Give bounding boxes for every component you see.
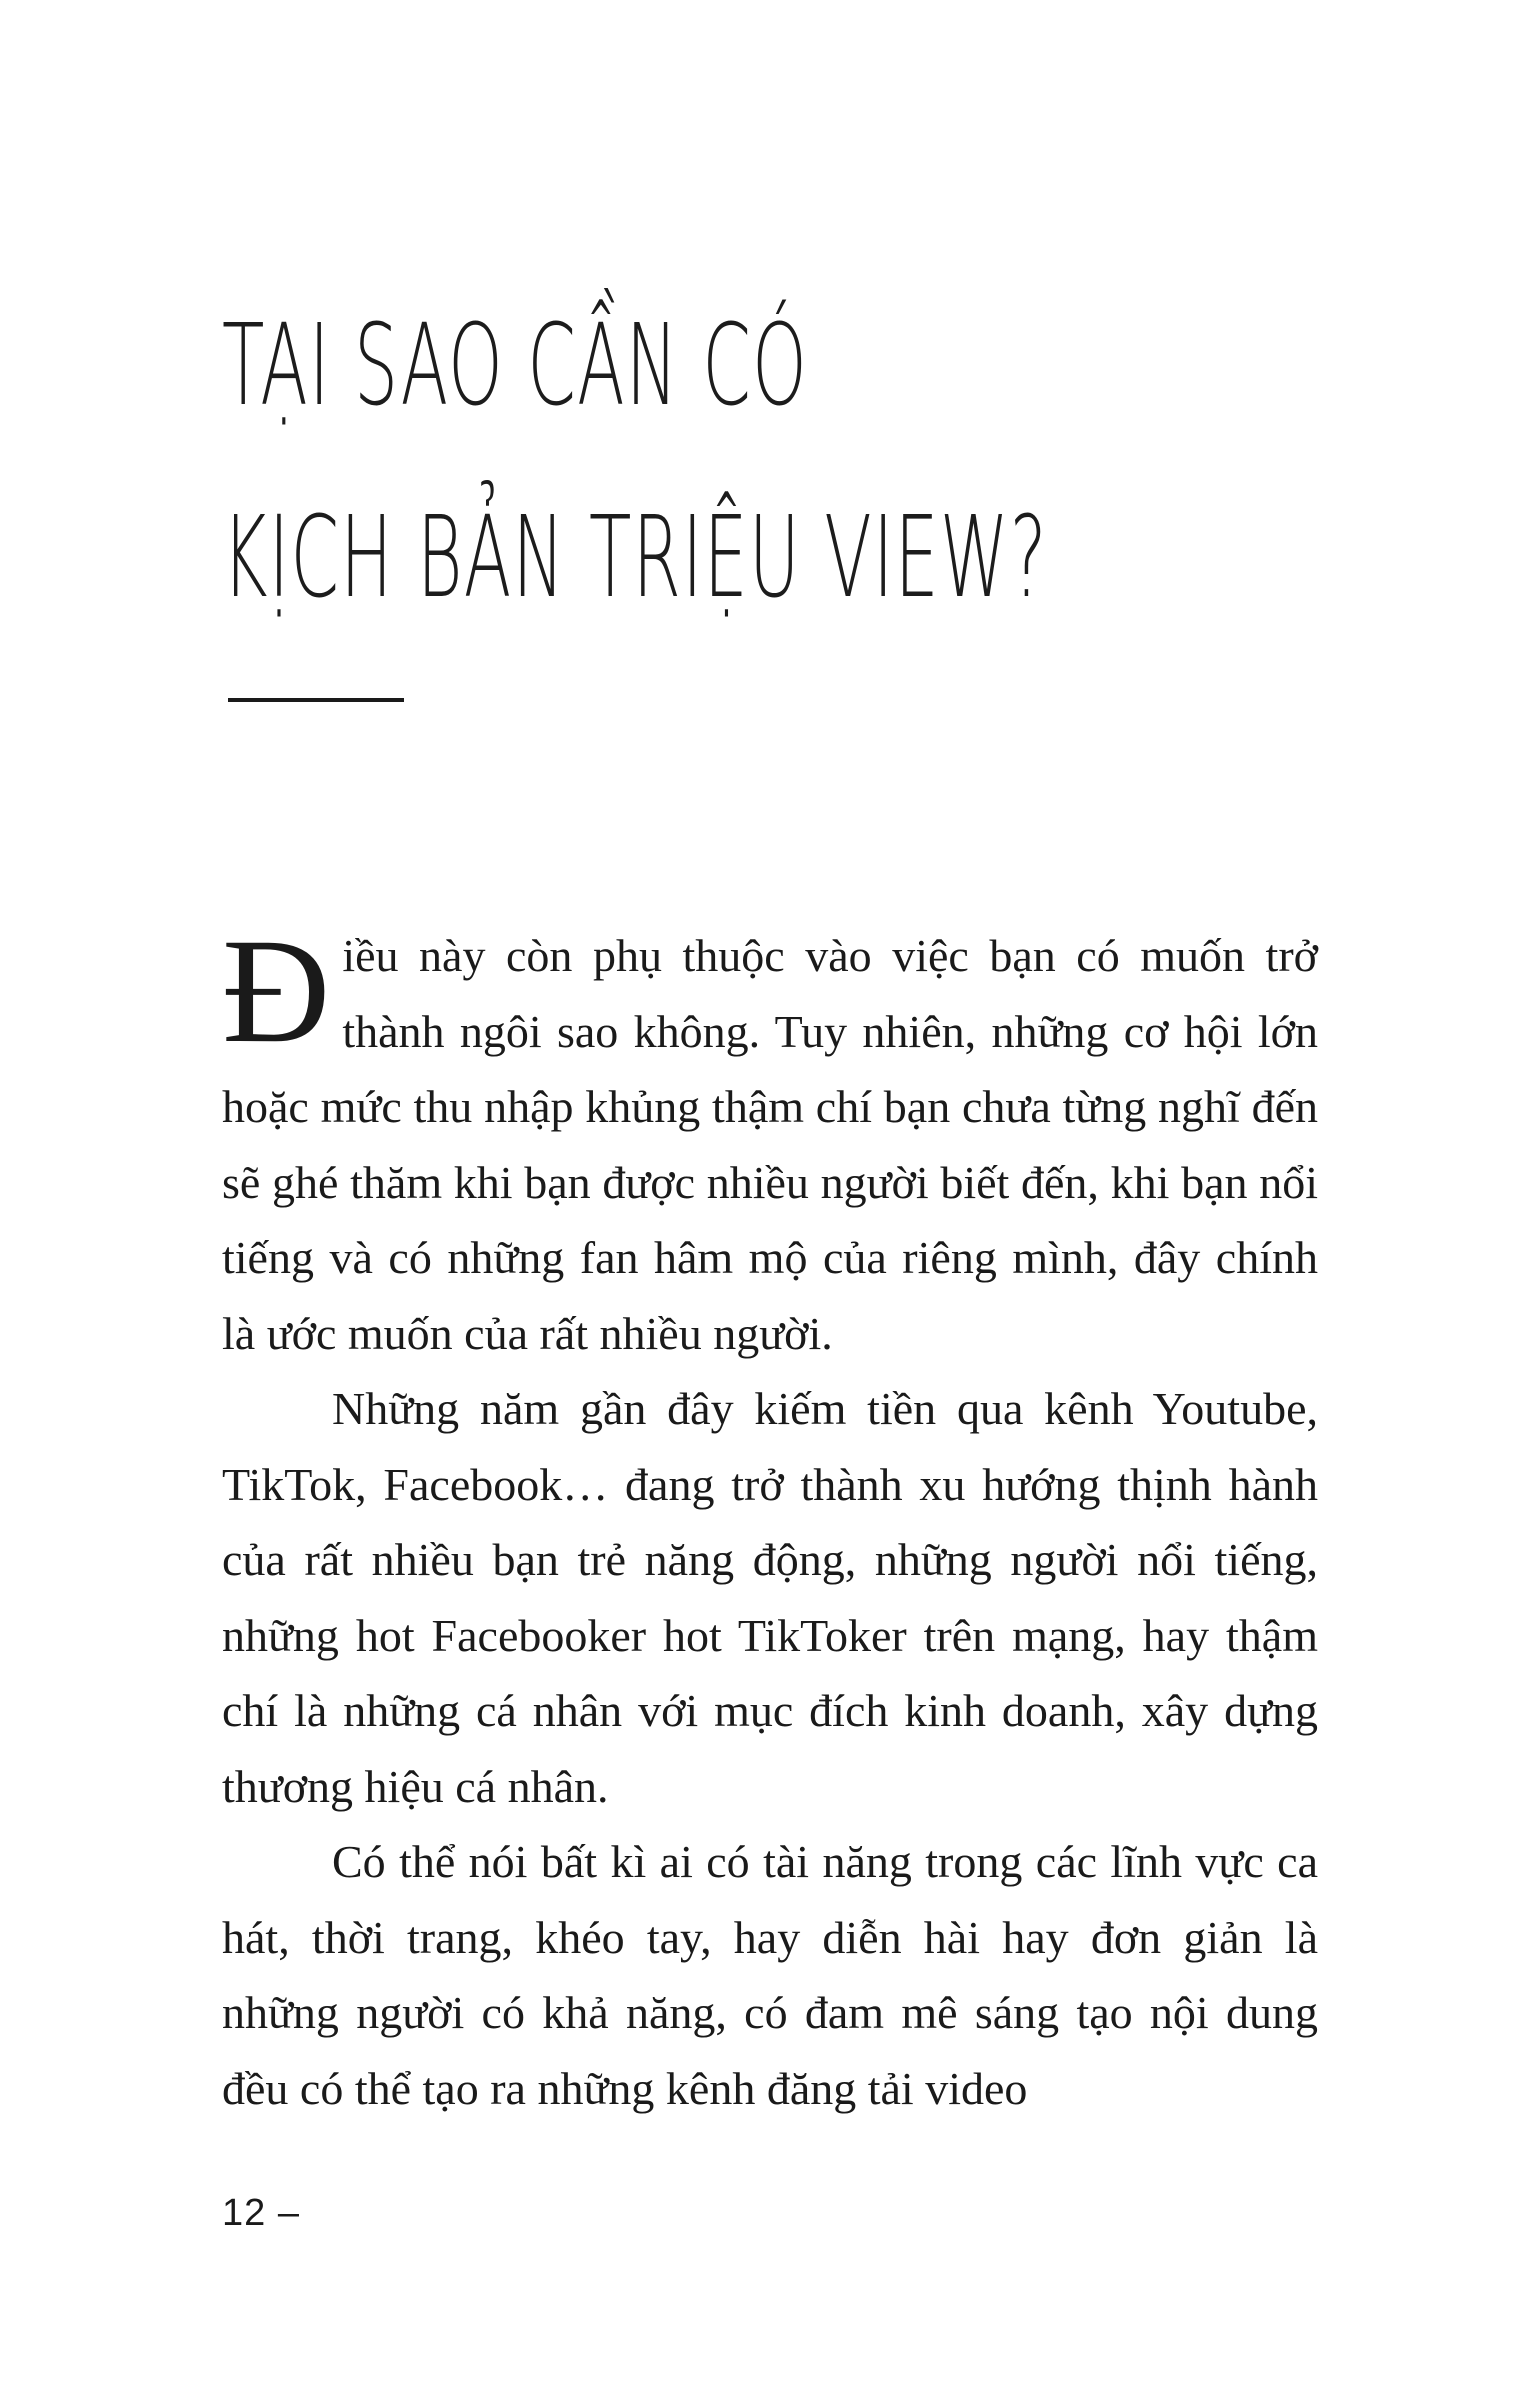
title-divider xyxy=(228,698,404,702)
paragraph-1-text: iều này còn phụ thuộc vào việc bạn có muốn trở thành ngôi sao không. Tuy nhiên, những cơ hội lớn hoặc mức thu nhập khủng thậm chí bạn chưa từng nghĩ đến sẽ ghé thăm khi bạn được nhiều người biết đến, khi bạn nổi tiếng và có những fan hâm mộ của riêng mình, đây chính là ước muốn của rất nhiều người. xyxy=(222,930,1318,1359)
chapter-title-line-2: KỊCH BẢN TRIỆU VIEW? xyxy=(222,493,1048,623)
chapter-title-line-1: TẠI SAO CẦN CÓ xyxy=(222,301,808,431)
page-number: 12 – xyxy=(222,2192,300,2234)
paragraph-2: Những năm gần đây kiếm tiền qua kênh Youtube, TikTok, Facebook… đang trở thành xu hướng thịnh hành của rất nhiều bạn trẻ năng động, những người nổi tiếng, những hot Facebooker hot TikToker trên mạng, hay thậm chí là những cá nhân với mục đích kinh doanh, xây dựng thương hiệu cá nhân. xyxy=(222,1383,1318,1812)
body-text xyxy=(222,908,1318,2126)
paragraph-3: Có thể nói bất kì ai có tài năng trong các lĩnh vực ca hát, thời trang, khéo tay, hay diễn hài hay đơn giản là những người có khả năng, có đam mê sáng tạo nội dung đều có thể tạo ra những kênh đăng tải video xyxy=(222,1836,1318,2114)
drop-cap: Đ xyxy=(222,908,331,1074)
paragraph-1 xyxy=(222,908,1318,1371)
chapter-title xyxy=(222,270,1048,654)
